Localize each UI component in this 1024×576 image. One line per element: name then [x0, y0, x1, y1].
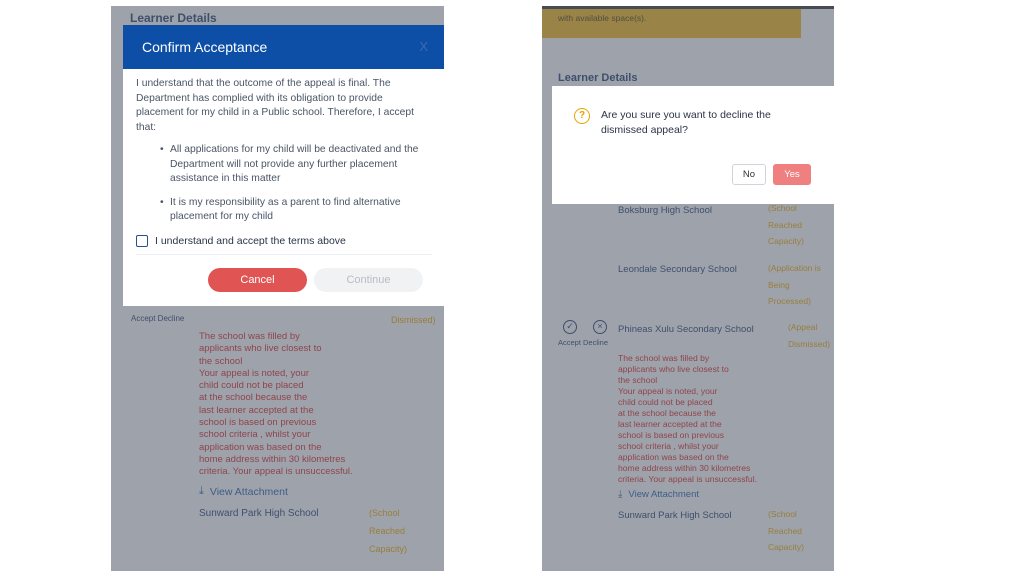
modal-header [123, 25, 444, 69]
terms-list [136, 143, 432, 225]
confirm-acceptance-modal [123, 25, 444, 306]
modal-body [123, 69, 444, 255]
close-icon[interactable]: X [419, 39, 428, 54]
modal-intro-text: I understand that the outcome of the appeal is final. The Department has complied with its obligation to provide placement for my child in a Public school. Therefore, I accept that: [136, 78, 414, 133]
continue-button[interactable]: Continue [314, 268, 423, 292]
accept-terms-label: I understand and accept the terms above [155, 234, 346, 247]
modal-actions [208, 268, 423, 292]
cancel-button[interactable]: Cancel [208, 268, 307, 292]
right-screenshot [542, 6, 834, 571]
left-screenshot [111, 6, 444, 571]
dialog-question: Are you sure you want to decline the dismissed appeal? [601, 109, 771, 136]
decline-confirm-dialog [552, 86, 834, 204]
terms-item: • All applications for my child will be deactivated and the Department will not provide any further placement assistance in this matter [160, 143, 432, 187]
accept-terms-checkbox[interactable] [136, 235, 148, 247]
yes-button[interactable]: Yes [773, 164, 811, 185]
question-icon: ? [574, 108, 590, 124]
modal-title: Confirm Acceptance [142, 39, 268, 55]
terms-item: • It is my responsibility as a parent to find alternative placement for my child [160, 196, 432, 225]
accept-terms-row[interactable] [136, 234, 432, 256]
no-button[interactable]: No [732, 164, 766, 185]
